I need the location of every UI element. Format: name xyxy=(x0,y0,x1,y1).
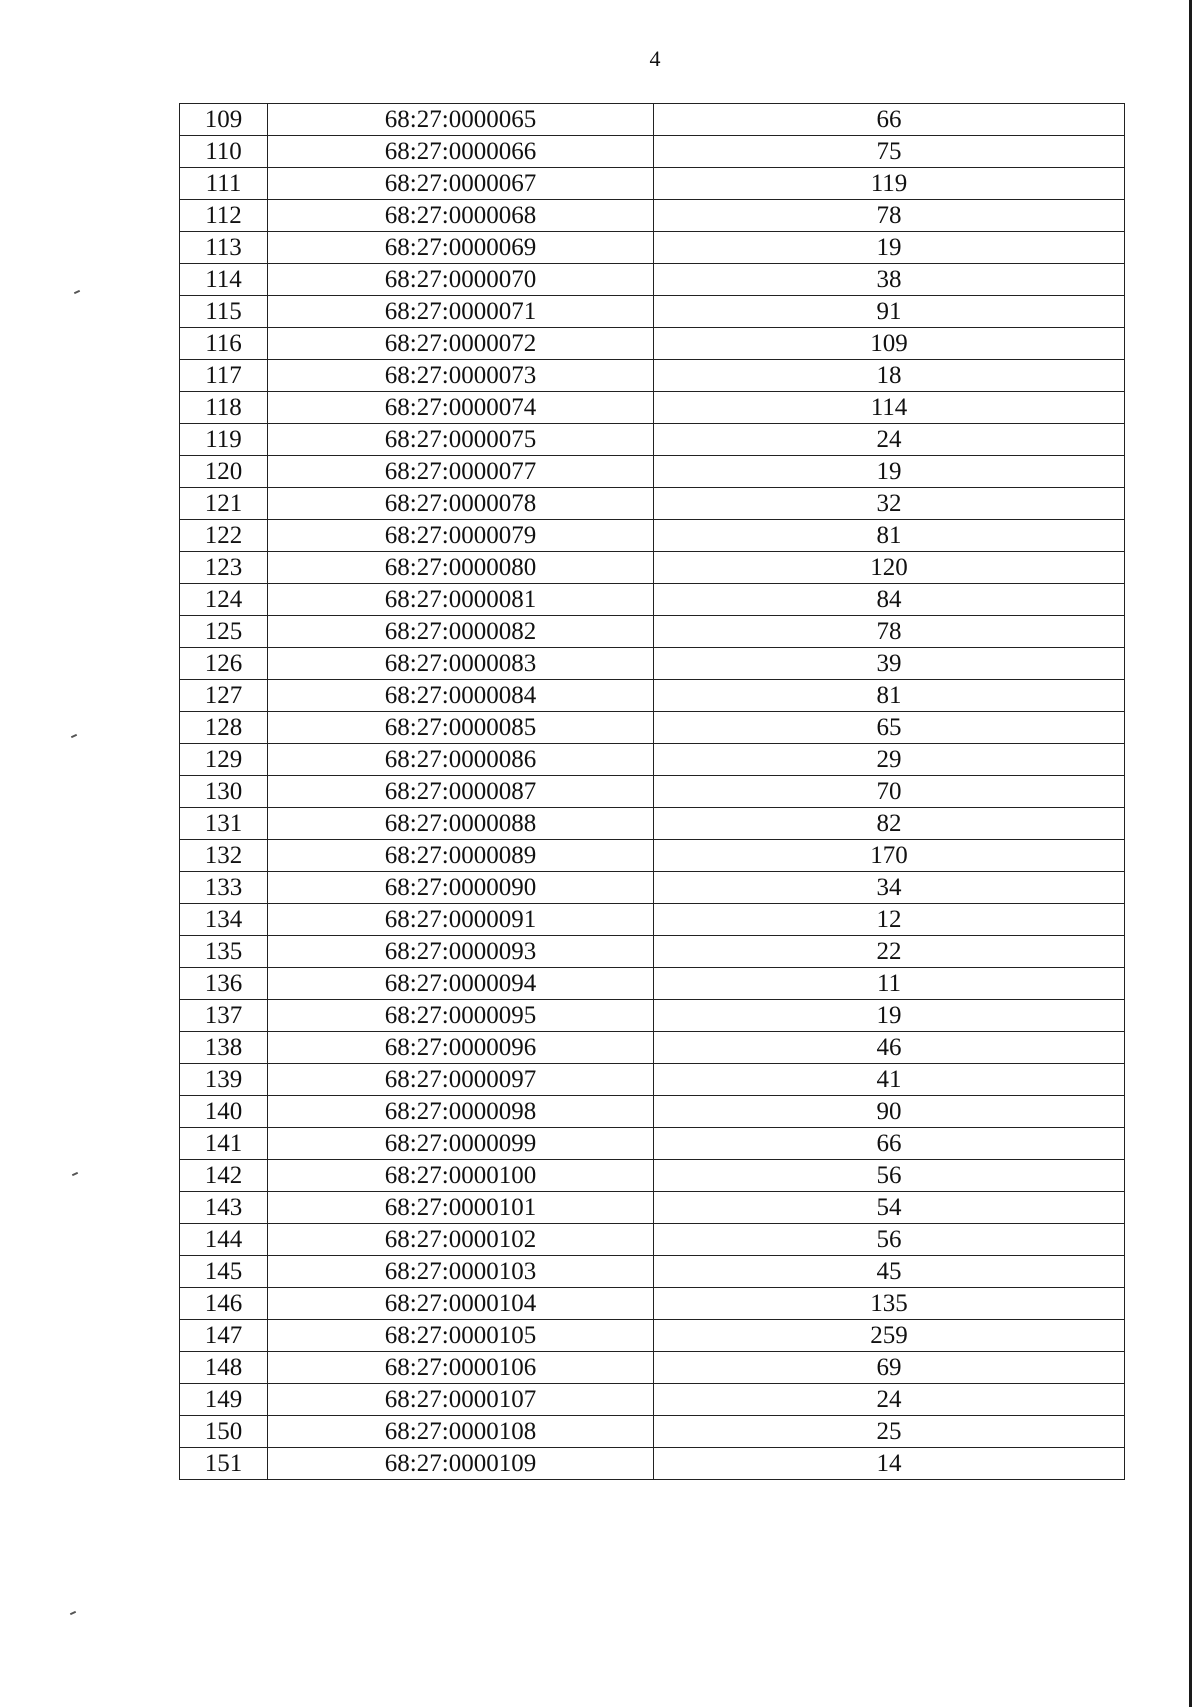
table-row xyxy=(180,712,1125,744)
cadastral-number-cell: 68:27:0000072 xyxy=(268,328,654,360)
cadastral-number-cell: 68:27:0000070 xyxy=(268,264,654,296)
cadastral-number-cell: 68:27:0000097 xyxy=(268,1064,654,1096)
cadastral-number-cell: 68:27:0000093 xyxy=(268,936,654,968)
cadastral-number-cell: 68:27:0000067 xyxy=(268,168,654,200)
value-cell: 82 xyxy=(654,808,1125,840)
value-cell: 56 xyxy=(654,1160,1125,1192)
cadastral-number-cell: 68:27:0000073 xyxy=(268,360,654,392)
cadastral-number-cell: 68:27:0000088 xyxy=(268,808,654,840)
value-cell: 81 xyxy=(654,680,1125,712)
cadastral-number-cell: 68:27:0000085 xyxy=(268,712,654,744)
scan-speck xyxy=(72,1172,78,1176)
table-row xyxy=(180,1032,1125,1064)
table-row xyxy=(180,1000,1125,1032)
value-cell: 19 xyxy=(654,1000,1125,1032)
table-row xyxy=(180,1352,1125,1384)
cadastral-number-cell: 68:27:0000077 xyxy=(268,456,654,488)
table-row xyxy=(180,1096,1125,1128)
scan-speck xyxy=(71,734,77,738)
table-row xyxy=(180,584,1125,616)
row-number-cell: 143 xyxy=(180,1192,268,1224)
cadastral-number-cell: 68:27:0000091 xyxy=(268,904,654,936)
value-cell: 29 xyxy=(654,744,1125,776)
value-cell: 24 xyxy=(654,1384,1125,1416)
cadastral-number-cell: 68:27:0000094 xyxy=(268,968,654,1000)
table-row xyxy=(180,520,1125,552)
cadastral-number-cell: 68:27:0000090 xyxy=(268,872,654,904)
value-cell: 12 xyxy=(654,904,1125,936)
table-row xyxy=(180,168,1125,200)
value-cell: 75 xyxy=(654,136,1125,168)
row-number-cell: 121 xyxy=(180,488,268,520)
row-number-cell: 135 xyxy=(180,936,268,968)
value-cell: 114 xyxy=(654,392,1125,424)
cadastral-number-cell: 68:27:0000105 xyxy=(268,1320,654,1352)
cadastral-number-cell: 68:27:0000102 xyxy=(268,1224,654,1256)
cadastral-number-cell: 68:27:0000075 xyxy=(268,424,654,456)
row-number-cell: 125 xyxy=(180,616,268,648)
cadastral-number-cell: 68:27:0000086 xyxy=(268,744,654,776)
value-cell: 78 xyxy=(654,200,1125,232)
cadastral-number-cell: 68:27:0000065 xyxy=(268,104,654,136)
cadastral-number-cell: 68:27:0000084 xyxy=(268,680,654,712)
value-cell: 34 xyxy=(654,872,1125,904)
row-number-cell: 137 xyxy=(180,1000,268,1032)
value-cell: 91 xyxy=(654,296,1125,328)
value-cell: 45 xyxy=(654,1256,1125,1288)
value-cell: 81 xyxy=(654,520,1125,552)
table-row xyxy=(180,1064,1125,1096)
table-row xyxy=(180,1288,1125,1320)
cadastral-number-cell: 68:27:0000099 xyxy=(268,1128,654,1160)
scan-speck xyxy=(74,290,80,294)
cadastral-number-cell: 68:27:0000087 xyxy=(268,776,654,808)
row-number-cell: 148 xyxy=(180,1352,268,1384)
value-cell: 69 xyxy=(654,1352,1125,1384)
row-number-cell: 123 xyxy=(180,552,268,584)
cadastral-number-cell: 68:27:0000080 xyxy=(268,552,654,584)
cadastral-number-cell: 68:27:0000082 xyxy=(268,616,654,648)
value-cell: 22 xyxy=(654,936,1125,968)
cadastral-number-cell: 68:27:0000104 xyxy=(268,1288,654,1320)
table-row xyxy=(180,136,1125,168)
cadastral-number-cell: 68:27:0000103 xyxy=(268,1256,654,1288)
table-row xyxy=(180,744,1125,776)
page-number: 4 xyxy=(649,46,661,71)
value-cell: 18 xyxy=(654,360,1125,392)
value-cell: 70 xyxy=(654,776,1125,808)
row-number-cell: 110 xyxy=(180,136,268,168)
table-row xyxy=(180,1160,1125,1192)
row-number-cell: 138 xyxy=(180,1032,268,1064)
row-number-cell: 147 xyxy=(180,1320,268,1352)
table-row xyxy=(180,648,1125,680)
table-row xyxy=(180,1320,1125,1352)
row-number-cell: 134 xyxy=(180,904,268,936)
cadastral-number-cell: 68:27:0000074 xyxy=(268,392,654,424)
table-row xyxy=(180,232,1125,264)
cadastral-number-cell: 68:27:0000101 xyxy=(268,1192,654,1224)
parcel-table-body xyxy=(180,104,1125,1480)
cadastral-number-cell: 68:27:0000109 xyxy=(268,1448,654,1480)
value-cell: 119 xyxy=(654,168,1125,200)
row-number-cell: 119 xyxy=(180,424,268,456)
cadastral-number-cell: 68:27:0000098 xyxy=(268,1096,654,1128)
value-cell: 259 xyxy=(654,1320,1125,1352)
table-row xyxy=(180,1448,1125,1480)
value-cell: 11 xyxy=(654,968,1125,1000)
table-row xyxy=(180,872,1125,904)
value-cell: 46 xyxy=(654,1032,1125,1064)
row-number-cell: 146 xyxy=(180,1288,268,1320)
row-number-cell: 124 xyxy=(180,584,268,616)
row-number-cell: 140 xyxy=(180,1096,268,1128)
row-number-cell: 128 xyxy=(180,712,268,744)
cadastral-number-cell: 68:27:0000081 xyxy=(268,584,654,616)
row-number-cell: 117 xyxy=(180,360,268,392)
value-cell: 109 xyxy=(654,328,1125,360)
table-row xyxy=(180,1128,1125,1160)
row-number-cell: 118 xyxy=(180,392,268,424)
row-number-cell: 144 xyxy=(180,1224,268,1256)
row-number-cell: 116 xyxy=(180,328,268,360)
table-row xyxy=(180,776,1125,808)
row-number-cell: 131 xyxy=(180,808,268,840)
value-cell: 14 xyxy=(654,1448,1125,1480)
table-row xyxy=(180,968,1125,1000)
table-row xyxy=(180,1224,1125,1256)
value-cell: 120 xyxy=(654,552,1125,584)
row-number-cell: 109 xyxy=(180,104,268,136)
table-row xyxy=(180,424,1125,456)
cadastral-number-cell: 68:27:0000078 xyxy=(268,488,654,520)
cadastral-number-cell: 68:27:0000107 xyxy=(268,1384,654,1416)
value-cell: 66 xyxy=(654,1128,1125,1160)
cadastral-number-cell: 68:27:0000066 xyxy=(268,136,654,168)
value-cell: 90 xyxy=(654,1096,1125,1128)
cadastral-number-cell: 68:27:0000069 xyxy=(268,232,654,264)
row-number-cell: 127 xyxy=(180,680,268,712)
scan-speck xyxy=(70,1611,76,1615)
table-row xyxy=(180,360,1125,392)
value-cell: 78 xyxy=(654,616,1125,648)
row-number-cell: 145 xyxy=(180,1256,268,1288)
cadastral-number-cell: 68:27:0000083 xyxy=(268,648,654,680)
table-row xyxy=(180,1384,1125,1416)
cadastral-number-cell: 68:27:0000100 xyxy=(268,1160,654,1192)
row-number-cell: 120 xyxy=(180,456,268,488)
cadastral-number-cell: 68:27:0000068 xyxy=(268,200,654,232)
row-number-cell: 129 xyxy=(180,744,268,776)
row-number-cell: 142 xyxy=(180,1160,268,1192)
row-number-cell: 150 xyxy=(180,1416,268,1448)
row-number-cell: 141 xyxy=(180,1128,268,1160)
row-number-cell: 139 xyxy=(180,1064,268,1096)
row-number-cell: 130 xyxy=(180,776,268,808)
value-cell: 41 xyxy=(654,1064,1125,1096)
row-number-cell: 114 xyxy=(180,264,268,296)
value-cell: 32 xyxy=(654,488,1125,520)
cadastral-number-cell: 68:27:0000089 xyxy=(268,840,654,872)
table-row xyxy=(180,488,1125,520)
table-row xyxy=(180,936,1125,968)
cadastral-number-cell: 68:27:0000096 xyxy=(268,1032,654,1064)
row-number-cell: 151 xyxy=(180,1448,268,1480)
page-edge-border xyxy=(1189,0,1192,1707)
table-row xyxy=(180,104,1125,136)
parcel-table xyxy=(179,103,1125,1480)
row-number-cell: 122 xyxy=(180,520,268,552)
table-row xyxy=(180,456,1125,488)
value-cell: 84 xyxy=(654,584,1125,616)
table-row xyxy=(180,840,1125,872)
row-number-cell: 132 xyxy=(180,840,268,872)
table-row xyxy=(180,392,1125,424)
table-row xyxy=(180,904,1125,936)
value-cell: 54 xyxy=(654,1192,1125,1224)
value-cell: 24 xyxy=(654,424,1125,456)
table-row xyxy=(180,1416,1125,1448)
value-cell: 19 xyxy=(654,232,1125,264)
value-cell: 56 xyxy=(654,1224,1125,1256)
cadastral-number-cell: 68:27:0000108 xyxy=(268,1416,654,1448)
cadastral-number-cell: 68:27:0000079 xyxy=(268,520,654,552)
table-row xyxy=(180,264,1125,296)
table-row xyxy=(180,552,1125,584)
row-number-cell: 113 xyxy=(180,232,268,264)
table-row xyxy=(180,1256,1125,1288)
value-cell: 66 xyxy=(654,104,1125,136)
table-row xyxy=(180,808,1125,840)
value-cell: 65 xyxy=(654,712,1125,744)
value-cell: 170 xyxy=(654,840,1125,872)
cadastral-number-cell: 68:27:0000071 xyxy=(268,296,654,328)
row-number-cell: 133 xyxy=(180,872,268,904)
table-row xyxy=(180,200,1125,232)
table-row xyxy=(180,296,1125,328)
table-row xyxy=(180,328,1125,360)
value-cell: 38 xyxy=(654,264,1125,296)
cadastral-number-cell: 68:27:0000095 xyxy=(268,1000,654,1032)
value-cell: 25 xyxy=(654,1416,1125,1448)
row-number-cell: 149 xyxy=(180,1384,268,1416)
table-row xyxy=(180,616,1125,648)
row-number-cell: 112 xyxy=(180,200,268,232)
row-number-cell: 115 xyxy=(180,296,268,328)
table-row xyxy=(180,1192,1125,1224)
cadastral-number-cell: 68:27:0000106 xyxy=(268,1352,654,1384)
row-number-cell: 136 xyxy=(180,968,268,1000)
value-cell: 39 xyxy=(654,648,1125,680)
value-cell: 135 xyxy=(654,1288,1125,1320)
row-number-cell: 111 xyxy=(180,168,268,200)
value-cell: 19 xyxy=(654,456,1125,488)
table-row xyxy=(180,680,1125,712)
row-number-cell: 126 xyxy=(180,648,268,680)
